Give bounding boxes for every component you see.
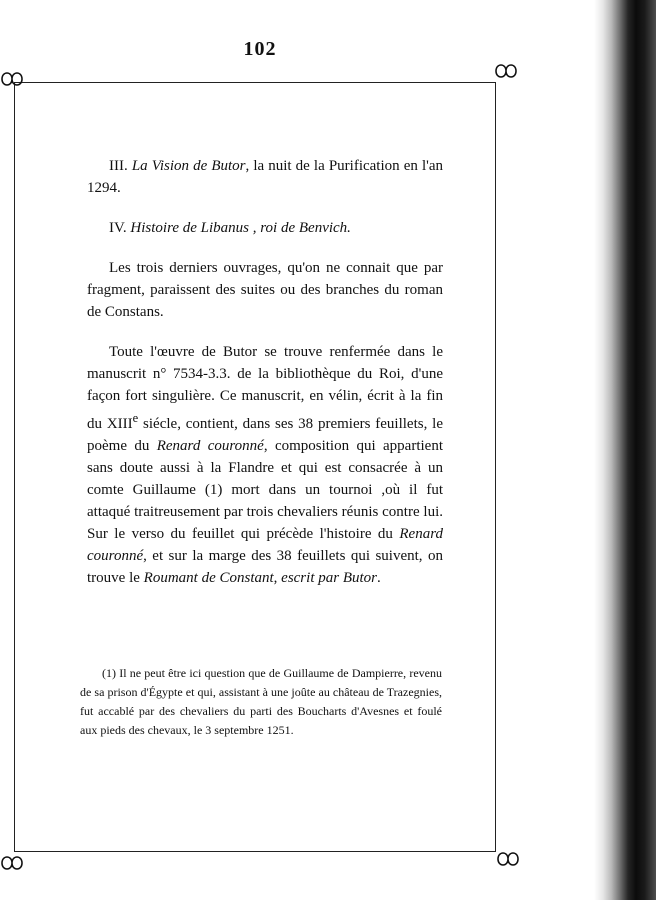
corner-ornament-top-left (0, 68, 24, 90)
text-run: siécle, contient, dans ses 38 premiers feuillets, le poème du (87, 416, 443, 454)
corner-ornament-top-right (494, 60, 518, 82)
corner-ornament-bottom-left (0, 852, 24, 874)
superscript: e (132, 411, 139, 425)
entry-text: , la nuit de la Purification en l'an 1294. (87, 158, 444, 196)
work-title: La Vision de Butor (131, 158, 246, 174)
work-title: Renard couronné (87, 526, 443, 564)
work-title: escrit par Butor (281, 570, 377, 586)
main-text (87, 155, 443, 607)
paragraph-fragments: Les trois derniers ouvrages, qu'on ne connait que par fragment, paraissent des suites ou des branches du roman de Constans. (87, 260, 443, 320)
paragraph-manuscript (87, 341, 443, 589)
entry-iv (87, 217, 443, 239)
text-run: , composition qui appartient sans doute aussi à la Flandre et qui est consacrée à un comte Guillaume (1) mort dans un tournoi ,où il fut attaqué traitreusement par trois chevaliers réunis contre lui. Sur le verso du feuillet qui précède l'histoire du (87, 438, 443, 542)
entry-iii (87, 155, 443, 199)
entry-numeral: IV. (109, 220, 127, 236)
entry-numeral: III. (109, 158, 128, 174)
book-spine-shadow (594, 0, 656, 900)
text-run: Toute l'œuvre de Butor se trouve renfermée dans le manuscrit n° 7534-3.3. de la bibliothèque du Roi, d'une façon fort singulière. Ce manuscrit, en vélin, écrit à la fin du XIII (87, 344, 443, 432)
text-run: , (273, 570, 282, 586)
text-run: . (377, 570, 381, 586)
corner-ornament-bottom-right (496, 848, 520, 870)
page-number: 102 (243, 38, 277, 60)
footnote (80, 664, 442, 740)
work-title: Histoire de Libanus , roi de Benvich. (130, 220, 351, 236)
work-title: Roumant de Constant (143, 570, 274, 586)
text-run: , et sur la marge des 38 feuillets qui suivent, on trouve le (87, 548, 443, 586)
work-title: Renard couronné (156, 438, 264, 454)
footnote-text: (1) Il ne peut être ici question que de Guillaume de Dampierre, revenu de sa prison d'Égypte et qui, assistant à une joûte au château de Trazegnies, fut accablé par des chevaliers du parti des Boucharts d'Avesnes et foulé aux pieds des chevaux, le 3 septembre 1251. (80, 666, 442, 737)
